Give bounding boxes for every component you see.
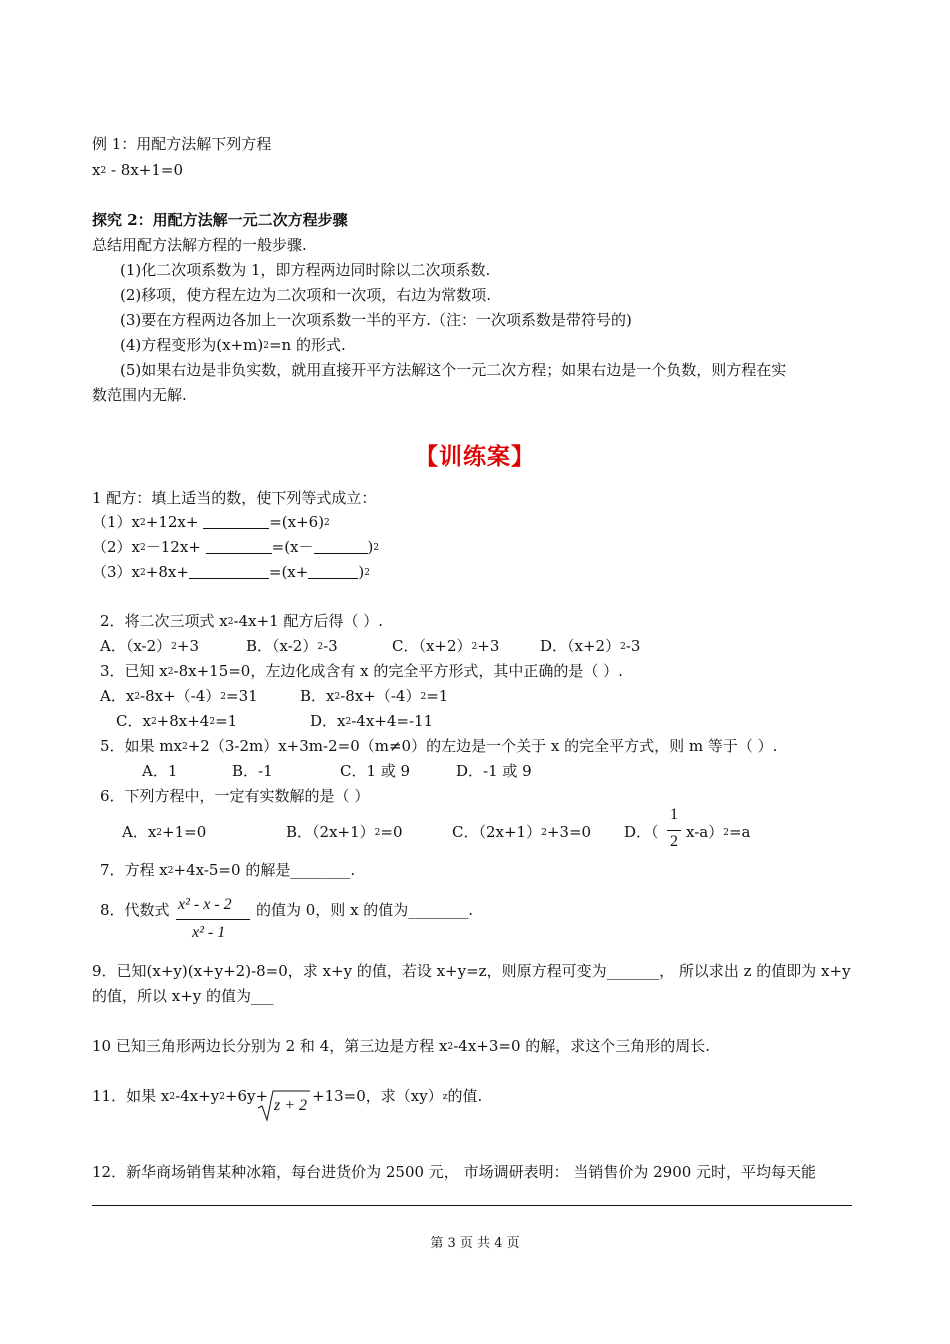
q2-option-b[interactable]: B．$(x-2)^2-3$ (246, 637, 338, 655)
q3-option-b[interactable]: B．$x^2-8x+(-4)^2=1$ (300, 687, 449, 705)
q8-prefix: 8．代数式 (100, 901, 170, 919)
q3-option-d[interactable]: D．$x^2-4x+4=-11$ (310, 712, 434, 730)
step-5-continued: 数范围内无解. (92, 386, 187, 404)
q2-option-d[interactable]: D．$(x+2)^2-3$ (540, 637, 641, 655)
q2-option-a[interactable]: A．$(x-2)^2+3$ (100, 637, 199, 655)
q11-suffix: +13=0，求（xy）$^z$的值. (312, 1087, 483, 1105)
explore2-heading: 探究 2：用配方法解一元二次方程步骤 (92, 211, 348, 229)
q6-option-a[interactable]: A．$x^2+1=0$ (122, 823, 207, 841)
q6-option-d-prefix: D．（ (624, 823, 659, 841)
q1-prompt: 1 配方：填上适当的数，使下列等式成立： (92, 489, 377, 507)
q8-suffix: 的值为 0，则 x 的值为________. (256, 901, 474, 919)
q1-line3: $(3)x^2+8x+ =(x+ )^2$ (92, 563, 370, 581)
q2-option-c[interactable]: C．$(x+2)^2+3$ (392, 637, 500, 655)
q8-fraction-numerator: x² - x - 2 (178, 896, 232, 913)
answer-blank[interactable] (308, 564, 358, 579)
q5-option-d[interactable]: D．-1 或 9 (456, 762, 532, 780)
q11-prefix: 11．如果 $x^2-4x+y^2+6y+$ (92, 1087, 269, 1105)
q9-line2: 的值，所以 x+y 的值为___ (92, 987, 274, 1005)
answer-blank[interactable] (314, 539, 368, 554)
answer-blank[interactable] (206, 539, 272, 554)
step-3: (3)要在方程两边各加上一次项系数一半的平方.（注：一次项系数是带符号的) (120, 311, 632, 329)
q3-prompt: 3．已知 $x^2-8x+15=0$，左边化成含有 x 的完全平方形式，其中正确的是（ ）. (100, 662, 623, 680)
q8-fraction-denominator: x² - 1 (192, 924, 226, 941)
q9-line1: 9．已知(x+y)(x+y+2)-8=0，求 x+y 的值，若设 x+y=z，则原方程可变为_______， 所以求出 z 的值即为 x+y (92, 962, 851, 980)
q3-option-c[interactable]: C．$x^2+8x+4^2=1$ (116, 712, 238, 730)
q12-prompt: 12．新华商场销售某种冰箱，每台进货价为 2500 元， 市场调研表明： 当销售价为 2900 元时，平均每天能 (92, 1163, 817, 1181)
q10-prompt: 10 已知三角形两边长分别为 2 和 4，第三边是方程 $x^2-4x+3=0$ 的解，求这个三角形的周长. (92, 1037, 711, 1055)
q2-prompt: 2．将二次三项式 $x^2-4x+1$ 配方后得（ ）. (100, 612, 384, 630)
q7-prompt: 7．方程 $x^2+4x-5=0$ 的解是________. (100, 861, 356, 879)
fraction-numerator: 1 (670, 806, 678, 823)
example-title: 例 1：用配方法解下列方程 (92, 135, 272, 153)
step-5: (5)如果右边是非负实数，就用直接开平方法解这个一元二次方程；如果右边是一个负数，则方程在实 (120, 361, 787, 379)
q6-option-b[interactable]: B．$(2x+1)^2=0$ (286, 823, 403, 841)
q5-prompt: 5．如果 $mx^2+2(3-2m)x+3m-2=0(m\ne 0)$的左边是一个关于 x 的完全平方式，则 m 等于（ ）. (100, 737, 778, 755)
q3-option-a[interactable]: A．$x^2-8x+(-4)^2=31$ (100, 687, 258, 705)
page-footer: 第 3 页 共 4 页 (430, 1236, 520, 1251)
training-title: 【训练案】 (415, 444, 535, 470)
step-4: (4)方程变形为$(x+m)^2=n$ 的形式. (120, 336, 346, 354)
q5-option-c[interactable]: C．1 或 9 (340, 762, 411, 780)
fraction-bar (667, 830, 681, 831)
step-1: (1)化二次项系数为 1，即方程两边同时除以二次项系数. (120, 261, 491, 279)
q5-option-a[interactable]: A．1 (142, 762, 178, 780)
example-equation: $x^2 - 8x+1=0$ (92, 161, 184, 179)
q8-fraction-bar (176, 919, 250, 920)
step-2: (2)移项，使方程左边为二次项和一次项，右边为常数项. (120, 286, 492, 304)
explore2-intro: 总结用配方法解方程的一般步骤. (92, 236, 307, 254)
q1-line2: $(2)x^2-12x+ =(x- )^2$ (92, 538, 380, 556)
answer-blank[interactable] (189, 564, 269, 579)
q6-option-c[interactable]: C．$(2x+1)^2+3=0$ (452, 823, 592, 841)
q11-radicand: z + 2 (274, 1097, 308, 1114)
q6-prompt: 6．下列方程中，一定有实数解的是（ ） (100, 787, 370, 805)
answer-blank[interactable] (203, 514, 269, 529)
q5-option-b[interactable]: B．-1 (232, 762, 273, 780)
q1-line1: $(1)x^2+12x+ =(x+6)^2$ (92, 513, 330, 531)
footer-divider (92, 1205, 852, 1206)
fraction-denominator: 2 (670, 833, 678, 850)
q6-option-d-suffix: x-a）$^2$=a (686, 823, 751, 841)
